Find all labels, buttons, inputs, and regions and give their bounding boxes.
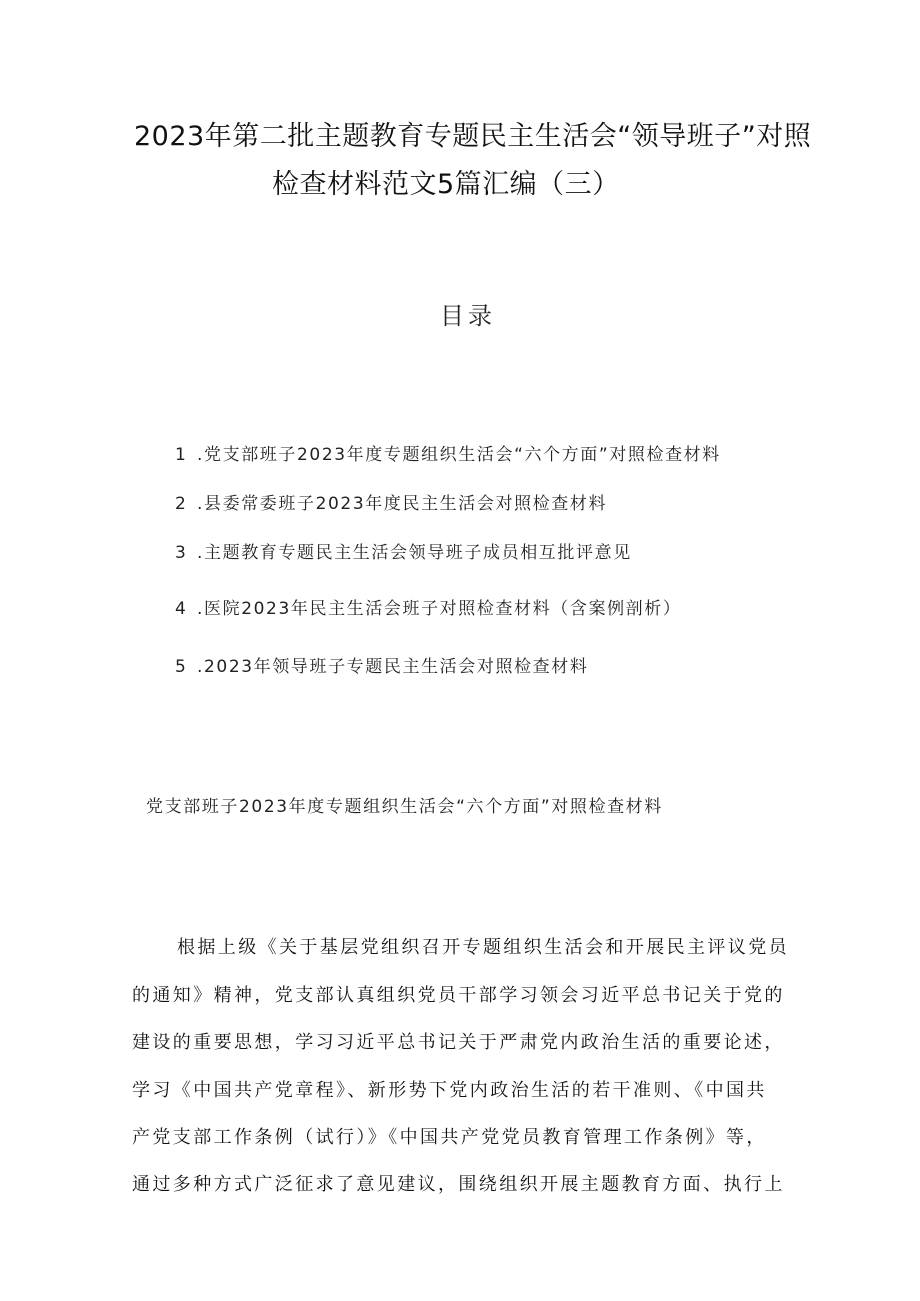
toc-item — [175, 538, 632, 563]
body-text-line: 建设的重要思想，学习习近平总书记关于严肃党内政治生活的重要论述， — [132, 1032, 785, 1053]
document-title-line-2: 检查材料范文5篇汇编（三） — [272, 169, 620, 200]
toc-item-text: .医院2023年民主生活会班子对照检查材料（含案例剖析） — [197, 599, 682, 619]
toc-item-text: .主题教育专题民主生活会领导班子成员相互批评意见 — [197, 543, 632, 563]
toc-item — [175, 489, 607, 514]
toc-item-text: .县委常委班子2023年度民主生活会对照检查材料 — [197, 494, 608, 514]
toc-item-number: 2 — [175, 494, 188, 514]
section-heading: 党支部班子2023年度专题组织生活会“六个方面”对照检查材料 — [146, 797, 663, 817]
toc-item — [175, 652, 588, 677]
toc-item-number: 1 — [175, 445, 188, 465]
body-text-line: 的通知》精神，党支部认真组织党员干部学习领会习近平总书记关于党的 — [132, 985, 785, 1006]
document-title-line-1: 2023年第二批主题教育专题民主生活会“领导班子”对照 — [134, 121, 812, 152]
body-text-line: 学习《中国共产党章程》、新形势下党内政治生活的若干准则、《中国共 — [132, 1080, 767, 1101]
toc-heading: 目录 — [440, 302, 496, 330]
body-text-line: 通过多种方式广泛征求了意见建议，围绕组织开展主题教育方面、执行上 — [132, 1174, 785, 1195]
toc-item-text: .党支部班子2023年度专题组织生活会“六个方面”对照检查材料 — [197, 445, 721, 465]
toc-item-number: 5 — [175, 657, 188, 677]
toc-item — [175, 440, 721, 465]
toc-item-text: .2023年领导班子专题民主生活会对照检查材料 — [197, 657, 589, 677]
body-text-line: 根据上级《关于基层党组织召开专题组织生活会和开展民主评议党员 — [177, 937, 789, 958]
toc-item — [175, 594, 681, 619]
toc-item-number: 4 — [175, 599, 188, 619]
body-text-line: 产党支部工作条例（试行）》《中国共产党党员教育管理工作条例》等， — [132, 1127, 767, 1148]
toc-item-number: 3 — [175, 543, 188, 563]
